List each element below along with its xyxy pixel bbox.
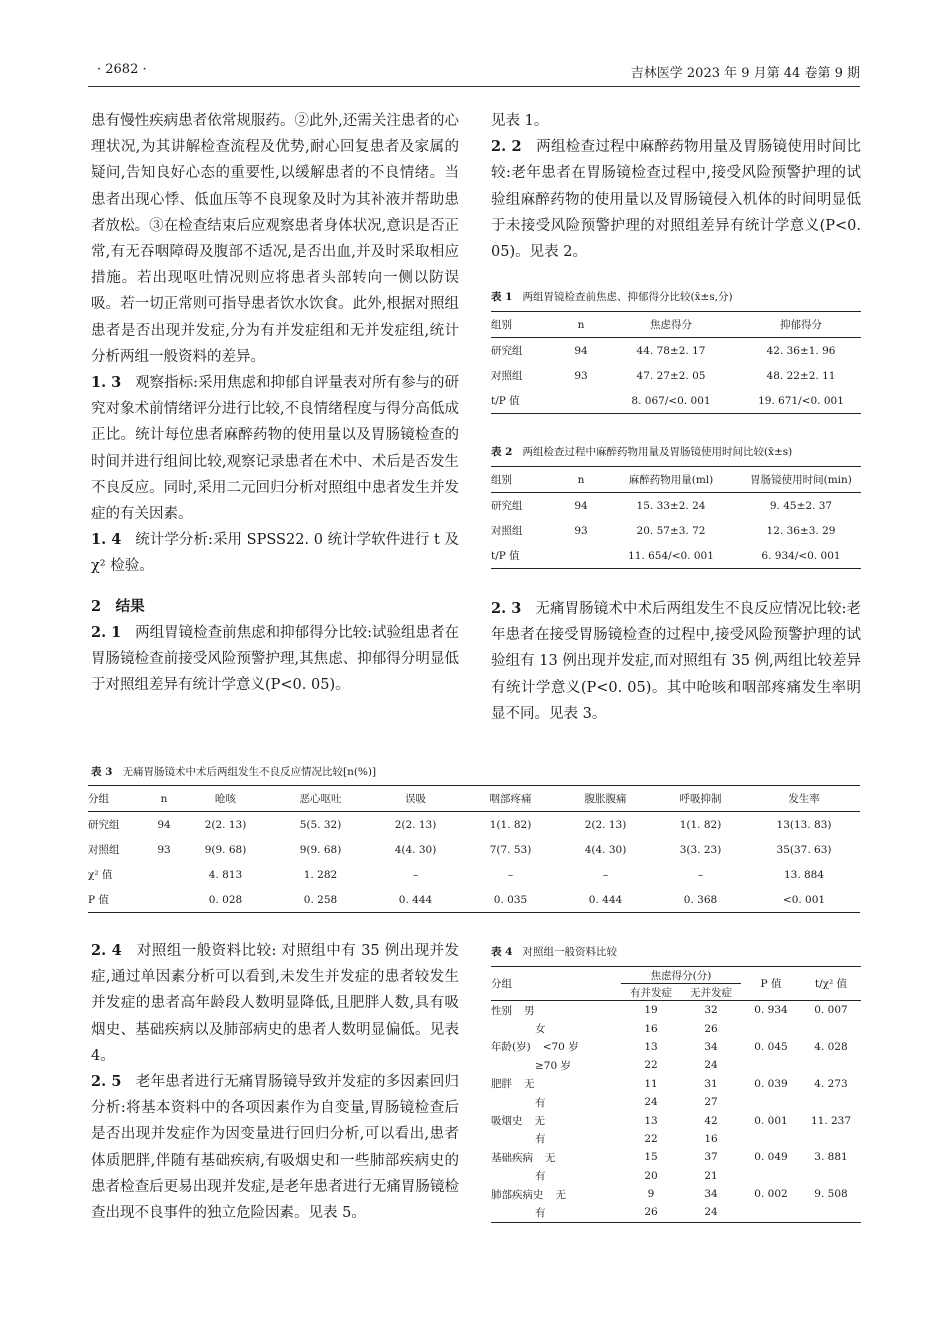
table-cell: 26 xyxy=(704,1022,718,1035)
table-cell: 19. 671/<0. 001 xyxy=(758,394,844,407)
table-cell: 15. 33±2. 24 xyxy=(636,499,706,512)
table-row xyxy=(491,1111,861,1129)
table-cell: 4. 028 xyxy=(814,1040,848,1053)
column-header: 组别 xyxy=(491,312,561,338)
subsection-paragraph xyxy=(91,620,459,699)
table-row xyxy=(88,862,860,887)
table2-label: 表 2 xyxy=(491,446,513,458)
table-cell: 5(5. 32) xyxy=(299,818,342,831)
column-header: n xyxy=(561,312,601,338)
table-row xyxy=(491,338,861,364)
table-cell: 47. 27±2. 05 xyxy=(636,369,706,382)
table-cell xyxy=(801,1056,861,1074)
table-cell: 0. 045 xyxy=(754,1040,788,1053)
column-header: 组别 xyxy=(491,467,561,493)
table-cell: 对照组 xyxy=(491,525,523,537)
table-row xyxy=(88,812,860,838)
table-cell: 0. 444 xyxy=(398,893,433,906)
table-cell: 11. 237 xyxy=(810,1114,852,1127)
table-cell: 93 xyxy=(574,369,588,382)
table-cell: 6. 934/<0. 001 xyxy=(761,549,841,562)
table-row xyxy=(491,1056,861,1074)
column-header: 分组 xyxy=(491,967,621,1001)
table-cell: 4. 813 xyxy=(208,868,243,881)
header-rule xyxy=(88,86,860,87)
column-header: t/χ² 值 xyxy=(801,967,861,1001)
table-cell: 9. 508 xyxy=(814,1188,848,1201)
paragraph-text: 两组胃镜检查前焦虑和抑郁得分比较:试验组患者在胃肠镜检查前接受风险预警护理,其焦虑、抑郁得分明显低于对照组差异有统计学意义(P<0. 05)。 xyxy=(91,624,459,694)
table-cell: – xyxy=(412,868,419,881)
table-cell: 94 xyxy=(157,818,171,831)
table-cell: – xyxy=(602,868,609,881)
subsection-number: 2. 1 xyxy=(91,623,122,641)
subgroup-label: 无 xyxy=(555,1188,566,1201)
table-cell: 34 xyxy=(704,1040,718,1053)
table-cell xyxy=(491,1019,621,1037)
table-cell: 0. 035 xyxy=(493,893,528,906)
column-header: 误吸 xyxy=(368,786,463,812)
table4-label: 表 4 xyxy=(491,946,513,958)
table-cell xyxy=(741,1130,801,1148)
subsection-paragraph xyxy=(91,527,459,579)
subsection-number: 2. 5 xyxy=(91,1073,122,1091)
table-cell: 2(2. 13) xyxy=(394,818,437,831)
table-row xyxy=(491,388,861,414)
table-cell: 12. 36±3. 29 xyxy=(766,524,836,537)
table-cell xyxy=(491,1148,621,1166)
column-header: n xyxy=(561,467,601,493)
subsection-paragraph xyxy=(91,370,459,527)
subgroup-label: 无 xyxy=(524,1078,535,1091)
table-cell: 9(9. 68) xyxy=(204,843,247,856)
column-header: 发生率 xyxy=(748,786,860,812)
table-row xyxy=(491,1038,861,1056)
table-cell: 9(9. 68) xyxy=(299,843,342,856)
table-cell xyxy=(741,1167,801,1185)
table-cell xyxy=(801,1167,861,1185)
table-cell xyxy=(491,1075,621,1093)
table4 xyxy=(491,966,861,1223)
column-header: 无并发症 xyxy=(681,984,741,1001)
subgroup-label: 女 xyxy=(535,1023,546,1036)
table-row xyxy=(491,363,861,388)
table-row xyxy=(491,1075,861,1093)
subsection-paragraph xyxy=(91,938,459,1069)
table-cell: 19 xyxy=(644,1004,658,1017)
table-cell: 研究组 xyxy=(491,500,523,512)
table-cell: 0. 049 xyxy=(754,1151,788,1164)
table-row xyxy=(491,493,861,519)
subgroup-label: <70 岁 xyxy=(542,1041,579,1054)
subgroup-label: 有 xyxy=(535,1170,546,1183)
subsection-paragraph xyxy=(491,134,861,265)
table-cell: 对照组 xyxy=(88,844,120,856)
table-cell: 22 xyxy=(644,1059,658,1072)
table-cell xyxy=(491,1167,621,1185)
factor-label: 性别 xyxy=(491,1004,512,1017)
table-row xyxy=(491,1093,861,1111)
column-header: n xyxy=(150,786,178,812)
subsection-number: 2. 2 xyxy=(491,138,522,156)
table-cell: 42 xyxy=(704,1114,718,1127)
table-cell: 0. 002 xyxy=(754,1188,788,1201)
column-header: 呛咳 xyxy=(178,786,273,812)
table-cell: χ² 值 xyxy=(88,869,113,881)
table-cell: 20 xyxy=(644,1169,658,1182)
table-row xyxy=(491,518,861,543)
table-cell: 0. 368 xyxy=(683,893,718,906)
table-cell xyxy=(491,1111,621,1129)
table-cell: t/P 值 xyxy=(491,550,520,562)
table-cell xyxy=(150,887,178,913)
table-cell: 研究组 xyxy=(88,819,120,831)
table-cell: 48. 22±2. 11 xyxy=(766,369,836,382)
table2-caption xyxy=(491,444,792,459)
table-cell: 3. 881 xyxy=(814,1151,848,1164)
left-column-text xyxy=(91,108,459,698)
factor-label: 肺部疾病史 xyxy=(491,1188,544,1201)
table-cell: 16 xyxy=(644,1022,658,1035)
column-header: 恶心呕吐 xyxy=(273,786,368,812)
factor-label: 基础疾病 xyxy=(491,1151,533,1164)
table-cell: 24 xyxy=(704,1059,718,1072)
table2 xyxy=(491,466,861,569)
subsection-paragraph xyxy=(91,1069,459,1226)
table-cell: 8. 067/<0. 001 xyxy=(631,394,711,407)
table-cell: <0. 001 xyxy=(782,893,826,906)
right-column-text-mid xyxy=(491,596,861,727)
table-cell: 0. 258 xyxy=(303,893,338,906)
table-cell xyxy=(561,388,601,414)
paragraph-text: 统计学分析:采用 SPSS22. 0 统计学软件进行 t 及χ² 检验。 xyxy=(91,532,460,575)
table-cell xyxy=(491,1130,621,1148)
subsection-number: 1. 4 xyxy=(91,531,122,549)
table-row xyxy=(88,837,860,862)
table-cell: 21 xyxy=(704,1169,718,1182)
table4-caption xyxy=(491,944,617,959)
table-cell: 13. 884 xyxy=(783,868,825,881)
table-cell xyxy=(491,1093,621,1111)
subsection-number: 2. 4 xyxy=(91,942,122,959)
table-row xyxy=(491,1130,861,1148)
subgroup-label: 有 xyxy=(535,1096,546,1109)
column-header: 有并发症 xyxy=(621,984,681,1001)
table-cell: 研究组 xyxy=(491,345,523,357)
table-cell xyxy=(801,1093,861,1111)
right-column-text-top xyxy=(491,108,861,265)
table-row xyxy=(491,1019,861,1037)
paragraph: 患有慢性疾病患者依常规服药。②此外,还需关注患者的心理状况,为其讲解检查流程及优势,耐心回复患者及家属的疑问,告知良好心态的重要性,以缓解患者的不良情绪。当患者出现心悸、低血压等不良现象及时为其补液并帮助患者放松。③在检查结束后应观察患者身体状况,意识是否正常,有无吞咽障碍及腹部不适况,是否出血,并及时采取相应措施。若出现呕吐情况则应将患者头部转向一侧以防误吸。若一切正常则可指导患者饮水饮食。此外,根据对照组患者是否出现并发症,分为有并发症组和无并发症组,统计分析两组一般资料的差异。 xyxy=(91,113,459,365)
table3-caption xyxy=(91,764,376,779)
table1 xyxy=(491,311,861,414)
factor-label: 吸烟史 xyxy=(491,1115,523,1128)
table-cell: 11. 654/<0. 001 xyxy=(628,549,714,562)
table-row xyxy=(491,1203,861,1222)
column-header: 分组 xyxy=(88,786,150,812)
table1-label: 表 1 xyxy=(491,291,513,303)
table-cell: 94 xyxy=(574,344,588,357)
table-cell: 16 xyxy=(704,1132,718,1145)
paragraph-text: 对照组一般资料比较: 对照组中有 35 例出现并发症,通过单因素分析可以看到,未发生并发症的患者较发生并发症的患者高年龄段人数明显降低,且肥胖人数,具有吸烟史、基础疾病以及肺部病史的患者人数明显偏低。见表 4。 xyxy=(91,943,460,1064)
table-cell: 1. 282 xyxy=(303,868,338,881)
table-cell: 13(13. 83) xyxy=(776,818,832,831)
table3-label: 表 3 xyxy=(91,766,113,778)
subgroup-label: 有 xyxy=(535,1206,546,1219)
table-cell: 13 xyxy=(644,1040,658,1053)
paragraph: 见表 1。 xyxy=(491,113,549,129)
table-cell xyxy=(801,1130,861,1148)
table-cell xyxy=(741,1056,801,1074)
subgroup-label: 男 xyxy=(524,1004,535,1017)
factor-label: 肥胖 xyxy=(491,1078,512,1091)
table-cell xyxy=(491,1056,621,1074)
table-cell: – xyxy=(507,868,514,881)
table1-title: 两组胃镜检查前焦虑、抑郁得分比较(x̄±s,分) xyxy=(522,291,733,303)
table-cell: 对照组 xyxy=(491,370,523,382)
column-header: P 值 xyxy=(741,967,801,1001)
subsection-paragraph xyxy=(491,596,861,727)
table-cell: 24 xyxy=(704,1206,718,1219)
table3-title: 无痛胃肠镜术中术后两组发生不良反应情况比较[n(%)] xyxy=(122,766,377,778)
table3 xyxy=(88,785,860,913)
table-header-row xyxy=(491,312,861,338)
subgroup-label: 有 xyxy=(535,1133,546,1146)
table-cell: 4(4. 30) xyxy=(394,843,437,856)
column-header: 呼吸抑制 xyxy=(653,786,748,812)
paragraph-text: 两组检查过程中麻醉药物用量及胃肠镜使用时间比较:老年患者在胃肠镜检查过程中,接受风险预警护理的试验组麻醉药物的使用量以及胃肠镜侵入机体的时间明显低于未接受风险预警护理的对照组差异有统计学意义(P<0. 05)。见表 2。 xyxy=(491,139,862,261)
page-number: · 2682 · xyxy=(97,62,147,77)
table-cell: 34 xyxy=(704,1188,718,1201)
column-header: 腹胀腹痛 xyxy=(558,786,653,812)
table-cell: 26 xyxy=(644,1206,658,1219)
table2-title: 两组检查过程中麻醉药物用量及胃肠镜使用时间比较(x̄±s) xyxy=(522,446,793,458)
table-cell: 24 xyxy=(644,1096,658,1109)
table-cell xyxy=(491,1038,621,1056)
table-cell xyxy=(741,1019,801,1037)
table-row xyxy=(491,543,861,569)
table-cell: 9. 45±2. 37 xyxy=(769,499,833,512)
table-cell: 2(2. 13) xyxy=(584,818,627,831)
table-cell: 32 xyxy=(704,1004,718,1017)
table-row xyxy=(491,1185,861,1203)
column-header: 抑郁得分 xyxy=(741,312,861,338)
table-header-row xyxy=(491,967,861,984)
table-cell xyxy=(801,1203,861,1222)
table-cell xyxy=(561,543,601,569)
table-cell: 0. 444 xyxy=(588,893,623,906)
subgroup-label: ≥70 岁 xyxy=(535,1059,571,1072)
column-header: 焦虑得分 xyxy=(601,312,741,338)
table-cell: 11 xyxy=(644,1077,658,1090)
table-cell: 0. 039 xyxy=(754,1077,788,1090)
subsection-number: 1. 3 xyxy=(91,374,122,392)
table-cell xyxy=(150,862,178,887)
table-cell: 1(1. 82) xyxy=(679,818,722,831)
table-cell: 3(3. 23) xyxy=(679,843,722,856)
table-cell: 4(4. 30) xyxy=(584,843,627,856)
table-cell xyxy=(741,1203,801,1222)
table-cell xyxy=(491,1001,621,1020)
factor-label: 年龄(岁) xyxy=(491,1041,531,1054)
table-row xyxy=(491,1167,861,1185)
column-header: 胃肠镜使用时间(min) xyxy=(741,467,861,493)
table-cell xyxy=(801,1019,861,1037)
table-cell: – xyxy=(697,868,704,881)
table-cell: 22 xyxy=(644,1132,658,1145)
table-cell: 93 xyxy=(574,524,588,537)
table-cell: 0. 934 xyxy=(754,1004,788,1017)
table-row xyxy=(88,887,860,913)
subgroup-label: 无 xyxy=(545,1151,556,1164)
left-column-text-bottom xyxy=(91,938,459,1226)
journal-header: 吉林医学 2023 年 9 月第 44 卷第 9 期 xyxy=(630,66,860,81)
table-cell: 0. 001 xyxy=(754,1114,788,1127)
table-row xyxy=(491,1148,861,1166)
table-cell: 9 xyxy=(647,1188,655,1201)
table-cell: 94 xyxy=(574,499,588,512)
subsection-number: 2. 3 xyxy=(491,600,522,617)
table-cell: 15 xyxy=(644,1151,658,1164)
table-row xyxy=(491,1001,861,1020)
table4-title: 对照组一般资料比较 xyxy=(522,946,617,958)
column-header-span: 焦虑得分(分) xyxy=(621,967,741,984)
table-cell: P 值 xyxy=(88,894,109,906)
paragraph-text: 无痛胃肠镜术中术后两组发生不良反应情况比较:老年患者在接受胃肠镜检查的过程中,接受风险预警护理的试验组有 13 例出现并发症,而对照组有 35 例,两组比较差异有统计学意义(P<0. 05)。其中呛咳和咽部疼痛发生率明显不同。见表 3。 xyxy=(491,601,861,722)
table-header-row xyxy=(88,786,860,812)
table-cell: 31 xyxy=(704,1077,718,1090)
table-cell: 42. 36±1. 96 xyxy=(766,344,836,357)
table-cell xyxy=(491,1203,621,1222)
table-cell: 4. 273 xyxy=(814,1077,848,1090)
table-cell: 27 xyxy=(704,1096,718,1109)
table-cell: 2(2. 13) xyxy=(204,818,247,831)
table-cell: 7(7. 53) xyxy=(489,843,532,856)
subgroup-label: 无 xyxy=(534,1115,545,1128)
table-header-row xyxy=(491,467,861,493)
table-cell: 93 xyxy=(157,843,171,856)
table-cell: 0. 007 xyxy=(814,1004,848,1017)
table-cell: 0. 028 xyxy=(208,893,243,906)
table-cell xyxy=(491,1185,621,1203)
column-header: 麻醉药物用量(ml) xyxy=(601,467,741,493)
paragraph-text: 老年患者进行无痛胃肠镜导致并发症的多因素回归分析:将基本资料中的各项因素作为自变量,胃肠镜检查后是否出现并发症作为因变量进行回归分析,可以看出,患者体质肥胖,伴随有基础疾病,有吸烟史和一些肺部疾病史的患者检查后更易出现并发症,是老年患者进行无痛胃肠镜检查出现不良事件的独立危险因素。见表 5。 xyxy=(91,1074,460,1222)
table-cell: 35(37. 63) xyxy=(776,843,832,856)
column-header: 咽部疼痛 xyxy=(463,786,558,812)
table-cell: 13 xyxy=(644,1114,658,1127)
table-cell: t/P 值 xyxy=(491,395,520,407)
table1-caption xyxy=(491,289,733,304)
table-cell: 20. 57±3. 72 xyxy=(636,524,706,537)
table-cell xyxy=(741,1093,801,1111)
paragraph-text: 观察指标:采用焦虑和抑郁自评量表对所有参与的研究对象术前情绪评分进行比较,不良情绪程度与得分高低成正比。统计每位患者麻醉药物的使用量以及胃肠镜检查的时间并进行组间比较,观察记录患者在术中、术后是否发生不良反应。同时,采用二元回归分析对照组中患者发生并发症的有关因素。 xyxy=(91,375,459,523)
table-cell: 37 xyxy=(704,1151,718,1164)
section-heading: 2 结果 xyxy=(91,597,145,615)
table-cell: 44. 78±2. 17 xyxy=(636,344,706,357)
table-cell: 1(1. 82) xyxy=(489,818,532,831)
